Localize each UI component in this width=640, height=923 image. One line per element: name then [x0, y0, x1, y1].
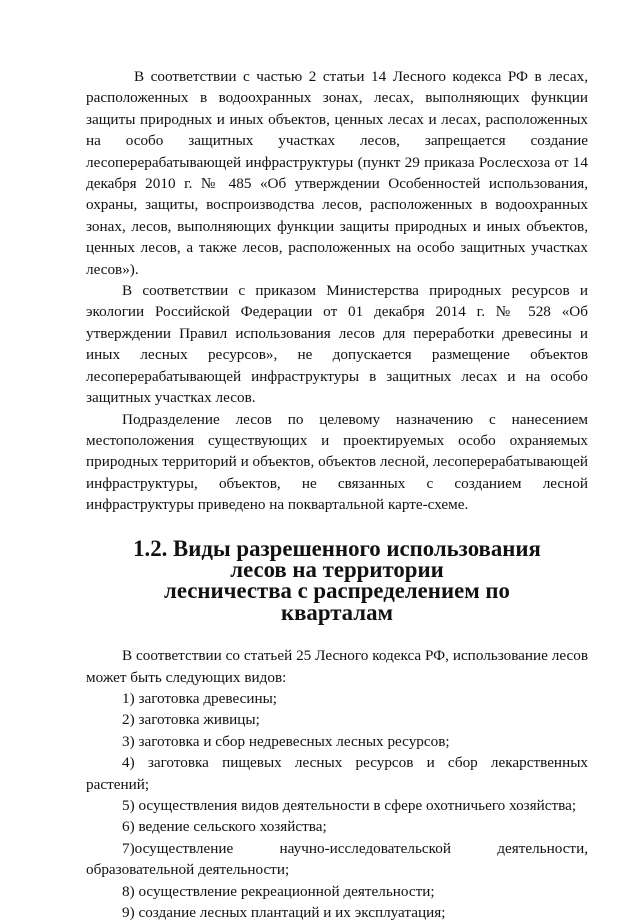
list-item: 6) ведение сельского хозяйства; [122, 818, 327, 836]
list-item: 8) осуществление рекреационной деятельности; [122, 882, 435, 900]
section-intro-paragraph: В соответствии со статьей 25 Лесного кодекса РФ, использование лесов может быть следующих видов: [86, 647, 588, 686]
list-item: 7)осуществление научно-исследовательской деятельности, образовательной деятельности; [86, 839, 588, 879]
paragraph-forest-code-article-14: В соответствии с частью 2 статьи 14 Лесного кодекса РФ в лесах, расположенных в водоохранных зонах, лесах, выполняющих функции защиты природных и иных объектов, ценных лесах и лесах, расположенных на особо защитных участках лесов, запрещается создание лесоперерабатывающей инфраструктуры (пункт 29 приказа Рослесхоза от 14 декабря 2010 г. № 485 «Об утверждении Особенностей использования, охраны, защиты, воспроизводства лесов, расположенных в водоохранных зонах, лесов, выполняющих функции защиты природных и иных объектов, ценных лесов, а также лесов, расположенных на особо защитных участках лесов»). [86, 68, 588, 278]
section-heading-line-2: лесничества с распределением по кварталам [164, 578, 510, 625]
section-heading [86, 535, 588, 625]
usage-types-list [86, 688, 588, 923]
list-item: 3) заготовка и сбор недревесных лесных ресурсов; [122, 732, 450, 750]
list-item: 5) осуществления видов деятельности в сфере охотничьего хозяйства; [122, 797, 577, 814]
list-item: 4) заготовка пищевых лесных ресурсов и сбор лекарственных растений; [86, 754, 588, 793]
list-item: 2) заготовка живицы; [122, 711, 260, 729]
paragraph-forest-subdivision: Подразделение лесов по целевому назначению с нанесением местоположения существующих и проектируемых особо охраняемых природных территорий и объектов, объектов лесной, лесоперерабатывающей инфраструктуры, объектов, не связанных с созданием лесной инфраструктуры приведено на поквартальной карте-схеме. [86, 410, 588, 514]
section-heading-line-1: 1.2. Виды разрешенного использования лесов на территории [133, 535, 541, 582]
list-item: 1) заготовка древесины; [122, 689, 278, 707]
document-page [86, 66, 588, 923]
paragraph-ministry-order-528: В соответствии с приказом Министерства природных ресурсов и экологии Российской Федерации от 01 декабря 2014 г. № 528 «Об утверждении Правил использования лесов для переработки древесины и иных лесных ресурсов», не допускается размещение объектов лесоперерабатывающей инфраструктуры в защитных лесах и на особо защитных участках лесов. [86, 282, 588, 407]
list-item: 9) создание лесных плантаций и их эксплуатация; [122, 904, 446, 922]
